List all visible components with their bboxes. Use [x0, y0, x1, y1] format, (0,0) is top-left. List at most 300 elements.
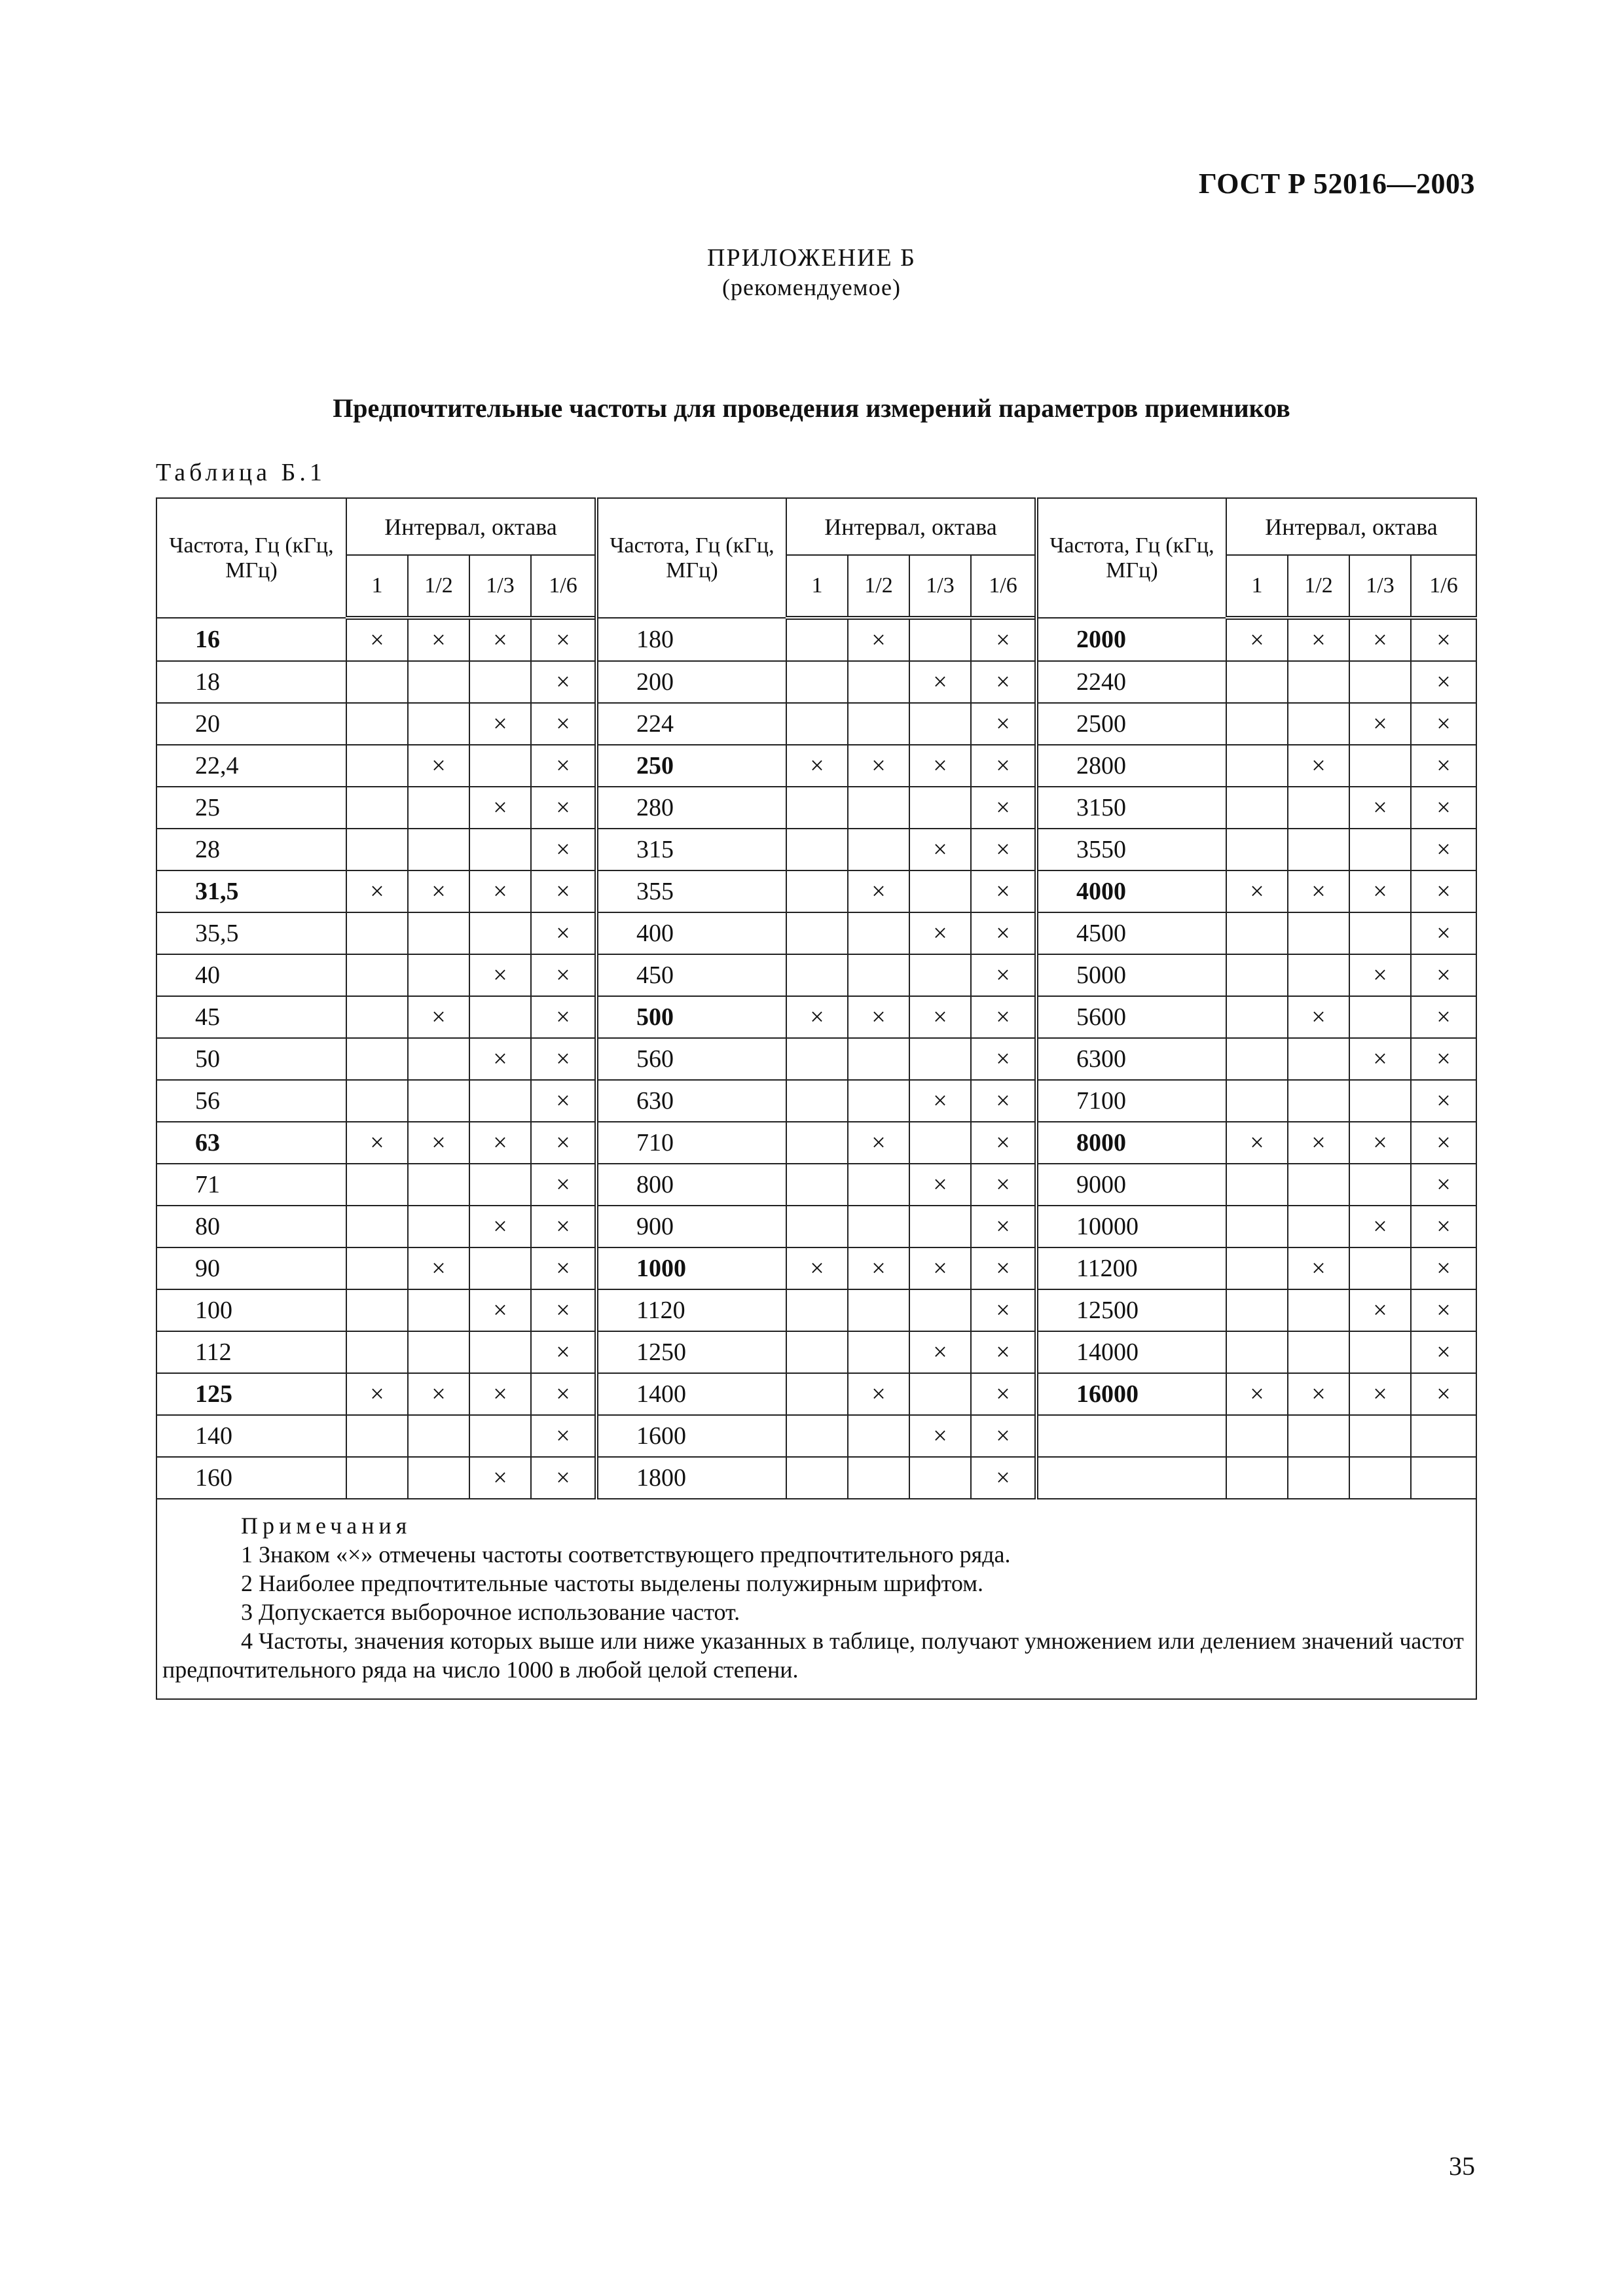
interval-mark-cell: × — [1411, 912, 1476, 954]
interval-mark-cell — [408, 912, 469, 954]
frequency-cell: 12500 — [1036, 1289, 1226, 1331]
frequency-cell: 45 — [156, 996, 346, 1038]
interval-1-2-header: 1/2 — [1288, 555, 1349, 618]
frequency-cell: 90 — [156, 1247, 346, 1289]
interval-mark-cell — [408, 1289, 469, 1331]
interval-mark-cell: × — [1288, 996, 1349, 1038]
interval-mark-cell: × — [971, 1373, 1036, 1415]
interval-mark-cell: × — [469, 1289, 531, 1331]
interval-mark-cell — [1288, 703, 1349, 745]
interval-mark-cell: × — [971, 703, 1036, 745]
interval-mark-cell: × — [1349, 954, 1411, 996]
frequency-cell: 8000 — [1036, 1122, 1226, 1164]
table-row — [156, 618, 1476, 661]
frequency-cell: 25 — [156, 787, 346, 829]
interval-mark-cell — [848, 661, 909, 703]
interval-mark-cell: × — [408, 1373, 469, 1415]
interval-mark-cell — [848, 829, 909, 870]
table-row — [156, 1289, 1476, 1331]
interval-mark-cell: × — [531, 1247, 596, 1289]
notes-heading: Примечания — [241, 1513, 412, 1539]
frequency-cell: 1600 — [596, 1415, 786, 1457]
interval-mark-cell: × — [531, 745, 596, 787]
interval-mark-cell: × — [971, 870, 1036, 912]
interval-mark-cell: × — [1226, 1373, 1288, 1415]
interval-mark-cell — [1288, 829, 1349, 870]
interval-mark-cell — [1226, 829, 1288, 870]
interval-mark-cell: × — [469, 1038, 531, 1080]
interval-mark-cell — [1349, 1331, 1411, 1373]
frequency-cell: 1800 — [596, 1457, 786, 1499]
table-row — [156, 1206, 1476, 1247]
interval-1-header: 1 — [786, 555, 848, 618]
interval-mark-cell — [346, 745, 408, 787]
interval-mark-cell — [786, 954, 848, 996]
interval-mark-cell: × — [971, 1415, 1036, 1457]
interval-mark-cell: × — [1411, 829, 1476, 870]
interval-mark-cell — [786, 1331, 848, 1373]
interval-mark-cell: × — [971, 912, 1036, 954]
interval-mark-cell: × — [1411, 787, 1476, 829]
interval-mark-cell: × — [1411, 1289, 1476, 1331]
interval-mark-cell — [1288, 787, 1349, 829]
interval-mark-cell: × — [1411, 954, 1476, 996]
interval-mark-cell: × — [1411, 1038, 1476, 1080]
table-row — [156, 1373, 1476, 1415]
interval-mark-cell: × — [1288, 745, 1349, 787]
interval-mark-cell: × — [1411, 1164, 1476, 1206]
interval-mark-cell — [1349, 912, 1411, 954]
interval-mark-cell: × — [971, 1331, 1036, 1373]
interval-mark-cell: × — [408, 618, 469, 661]
frequency-cell: 31,5 — [156, 870, 346, 912]
interval-mark-cell — [1226, 996, 1288, 1038]
interval-mark-cell — [786, 703, 848, 745]
interval-mark-cell — [1288, 661, 1349, 703]
interval-mark-cell: × — [531, 1038, 596, 1080]
table-row — [156, 912, 1476, 954]
frequency-cell: 800 — [596, 1164, 786, 1206]
interval-mark-cell: × — [1411, 870, 1476, 912]
interval-mark-cell — [848, 703, 909, 745]
interval-mark-cell — [469, 661, 531, 703]
interval-mark-cell — [786, 1206, 848, 1247]
interval-1-6-header: 1/6 — [1411, 555, 1476, 618]
interval-mark-cell — [848, 1289, 909, 1331]
interval-mark-cell — [1226, 1457, 1288, 1499]
interval-mark-cell — [848, 1415, 909, 1457]
interval-mark-cell — [469, 829, 531, 870]
interval-1-header: 1 — [1226, 555, 1288, 618]
table-row — [156, 745, 1476, 787]
interval-mark-cell: × — [408, 1247, 469, 1289]
interval-mark-cell: × — [1411, 1373, 1476, 1415]
interval-mark-cell: × — [531, 1122, 596, 1164]
interval-mark-cell: × — [848, 1373, 909, 1415]
interval-mark-cell: × — [909, 996, 971, 1038]
interval-1-3-header: 1/3 — [469, 555, 531, 618]
interval-mark-cell: × — [1288, 1122, 1349, 1164]
interval-mark-cell: × — [909, 1080, 971, 1122]
interval-mark-cell: × — [408, 1122, 469, 1164]
interval-mark-cell — [1226, 1038, 1288, 1080]
interval-mark-cell — [786, 870, 848, 912]
frequency-cell: 2240 — [1036, 661, 1226, 703]
interval-mark-cell: × — [971, 787, 1036, 829]
interval-mark-cell: × — [971, 1206, 1036, 1247]
frequency-cell: 180 — [596, 618, 786, 661]
interval-mark-cell — [909, 1122, 971, 1164]
interval-mark-cell: × — [1349, 618, 1411, 661]
interval-mark-cell: × — [1411, 618, 1476, 661]
interval-mark-cell: × — [531, 787, 596, 829]
interval-mark-cell: × — [971, 1247, 1036, 1289]
table-row — [156, 1122, 1476, 1164]
interval-mark-cell: × — [1411, 1247, 1476, 1289]
interval-1-3-header: 1/3 — [909, 555, 971, 618]
frequency-cell: 125 — [156, 1373, 346, 1415]
appendix-subtitle: (рекомендуемое) — [722, 274, 901, 300]
appendix-title: ПРИЛОЖЕНИЕ Б — [707, 244, 916, 272]
interval-mark-cell: × — [1349, 1289, 1411, 1331]
standard-code: ГОСТ Р 52016—2003 — [1198, 168, 1475, 200]
interval-mark-cell: × — [531, 870, 596, 912]
interval-mark-cell: × — [909, 829, 971, 870]
interval-mark-cell: × — [1349, 703, 1411, 745]
frequency-table — [156, 497, 1477, 1700]
interval-mark-cell: × — [1288, 1247, 1349, 1289]
interval-mark-cell: × — [408, 996, 469, 1038]
interval-mark-cell — [1226, 745, 1288, 787]
frequency-cell: 2500 — [1036, 703, 1226, 745]
interval-mark-cell: × — [408, 870, 469, 912]
interval-mark-cell — [786, 787, 848, 829]
interval-mark-cell: × — [469, 703, 531, 745]
frequency-cell: 500 — [596, 996, 786, 1038]
interval-mark-cell — [1411, 1415, 1476, 1457]
frequency-cell: 16000 — [1036, 1373, 1226, 1415]
interval-mark-cell — [408, 1206, 469, 1247]
interval-mark-cell — [1349, 1457, 1411, 1499]
interval-mark-cell — [786, 829, 848, 870]
interval-mark-cell: × — [786, 745, 848, 787]
note-item: 2 Наиболее предпочтительные частоты выделены полужирным шрифтом. — [241, 1570, 984, 1596]
interval-mark-cell — [408, 661, 469, 703]
interval-mark-cell: × — [909, 661, 971, 703]
interval-mark-cell — [909, 954, 971, 996]
frequency-cell — [1036, 1457, 1226, 1499]
interval-1-6-header: 1/6 — [531, 555, 596, 618]
table-row — [156, 661, 1476, 703]
interval-mark-cell — [346, 703, 408, 745]
interval-mark-cell — [1288, 1080, 1349, 1122]
frequency-cell: 40 — [156, 954, 346, 996]
interval-mark-cell — [909, 1206, 971, 1247]
table-row — [156, 1247, 1476, 1289]
frequency-cell: 35,5 — [156, 912, 346, 954]
interval-mark-cell — [848, 1331, 909, 1373]
frequency-cell: 5600 — [1036, 996, 1226, 1038]
interval-mark-cell — [1226, 1080, 1288, 1122]
interval-mark-cell: × — [531, 1206, 596, 1247]
interval-mark-cell: × — [531, 1331, 596, 1373]
interval-mark-cell — [1349, 1164, 1411, 1206]
interval-mark-cell — [848, 954, 909, 996]
interval-mark-cell — [469, 1080, 531, 1122]
interval-1-2-header: 1/2 — [408, 555, 469, 618]
frequency-cell: 280 — [596, 787, 786, 829]
interval-mark-cell: × — [1288, 618, 1349, 661]
interval-mark-cell — [346, 1038, 408, 1080]
interval-mark-cell: × — [1411, 745, 1476, 787]
interval-mark-cell — [346, 1080, 408, 1122]
interval-mark-cell — [1349, 661, 1411, 703]
interval-mark-cell — [408, 1038, 469, 1080]
interval-mark-cell: × — [909, 745, 971, 787]
interval-mark-cell: × — [848, 745, 909, 787]
interval-mark-cell: × — [1349, 787, 1411, 829]
interval-mark-cell: × — [1411, 661, 1476, 703]
interval-mark-cell: × — [971, 1080, 1036, 1122]
interval-mark-cell — [346, 1289, 408, 1331]
interval-mark-cell — [408, 1415, 469, 1457]
interval-mark-cell: × — [971, 1038, 1036, 1080]
frequency-cell: 100 — [156, 1289, 346, 1331]
interval-mark-cell — [1226, 912, 1288, 954]
interval-mark-cell: × — [469, 954, 531, 996]
interval-mark-cell — [1349, 996, 1411, 1038]
interval-mark-cell: × — [786, 1247, 848, 1289]
interval-mark-cell — [848, 1080, 909, 1122]
table-row — [156, 870, 1476, 912]
interval-mark-cell: × — [531, 618, 596, 661]
interval-mark-cell: × — [531, 954, 596, 996]
interval-mark-cell: × — [1411, 703, 1476, 745]
interval-mark-cell: × — [469, 618, 531, 661]
interval-mark-cell — [909, 618, 971, 661]
interval-mark-cell — [786, 618, 848, 661]
frequency-cell: 2000 — [1036, 618, 1226, 661]
interval-mark-cell: × — [1226, 618, 1288, 661]
frequency-cell: 1250 — [596, 1331, 786, 1373]
frequency-cell: 63 — [156, 1122, 346, 1164]
frequency-cell: 200 — [596, 661, 786, 703]
frequency-cell: 14000 — [1036, 1331, 1226, 1373]
interval-mark-cell — [1288, 1331, 1349, 1373]
interval-mark-cell — [848, 912, 909, 954]
interval-mark-cell: × — [469, 870, 531, 912]
interval-1-6-header: 1/6 — [971, 555, 1036, 618]
interval-mark-cell — [469, 996, 531, 1038]
interval-mark-cell — [1226, 1247, 1288, 1289]
interval-mark-cell — [346, 1457, 408, 1499]
interval-mark-cell: × — [1349, 870, 1411, 912]
interval-mark-cell — [848, 1457, 909, 1499]
interval-header: Интервал, октава — [1226, 498, 1476, 555]
interval-mark-cell — [1226, 703, 1288, 745]
frequency-cell: 112 — [156, 1331, 346, 1373]
frequency-cell: 630 — [596, 1080, 786, 1122]
table-label: Таблица Б.1 — [156, 459, 326, 486]
frequency-cell: 3550 — [1036, 829, 1226, 870]
interval-mark-cell — [1288, 1038, 1349, 1080]
table-row — [156, 787, 1476, 829]
interval-header: Интервал, октава — [346, 498, 596, 555]
frequency-cell: 224 — [596, 703, 786, 745]
interval-mark-cell: × — [346, 1122, 408, 1164]
interval-mark-cell — [786, 1038, 848, 1080]
interval-mark-cell — [346, 1247, 408, 1289]
table-row — [156, 829, 1476, 870]
frequency-cell: 400 — [596, 912, 786, 954]
frequency-cell: 18 — [156, 661, 346, 703]
interval-mark-cell: × — [848, 996, 909, 1038]
interval-mark-cell: × — [531, 1373, 596, 1415]
frequency-cell — [1036, 1415, 1226, 1457]
frequency-cell: 315 — [596, 829, 786, 870]
interval-mark-cell — [346, 1164, 408, 1206]
interval-mark-cell — [1288, 1206, 1349, 1247]
frequency-table-body — [156, 618, 1476, 1499]
frequency-cell: 71 — [156, 1164, 346, 1206]
frequency-cell: 28 — [156, 829, 346, 870]
interval-mark-cell: × — [848, 618, 909, 661]
table-row — [156, 703, 1476, 745]
interval-mark-cell — [1226, 661, 1288, 703]
frequency-cell: 7100 — [1036, 1080, 1226, 1122]
interval-mark-cell — [909, 787, 971, 829]
frequency-cell: 20 — [156, 703, 346, 745]
interval-mark-cell: × — [469, 1373, 531, 1415]
frequency-table-container — [156, 497, 1476, 1700]
interval-mark-cell — [408, 787, 469, 829]
frequency-cell: 9000 — [1036, 1164, 1226, 1206]
interval-mark-cell: × — [531, 703, 596, 745]
interval-mark-cell — [1226, 1415, 1288, 1457]
interval-mark-cell — [786, 1080, 848, 1122]
interval-mark-cell: × — [346, 870, 408, 912]
interval-mark-cell — [786, 661, 848, 703]
table-row — [156, 1331, 1476, 1373]
interval-mark-cell: × — [1349, 1373, 1411, 1415]
interval-mark-cell: × — [531, 1415, 596, 1457]
interval-mark-cell — [1349, 829, 1411, 870]
interval-mark-cell — [408, 1457, 469, 1499]
interval-mark-cell — [346, 787, 408, 829]
interval-mark-cell — [909, 870, 971, 912]
interval-mark-cell — [1226, 1164, 1288, 1206]
interval-mark-cell — [848, 787, 909, 829]
interval-mark-cell: × — [971, 1164, 1036, 1206]
interval-header: Интервал, октава — [786, 498, 1036, 555]
interval-mark-cell — [1226, 787, 1288, 829]
table-row — [156, 1038, 1476, 1080]
interval-mark-cell: × — [408, 745, 469, 787]
interval-mark-cell — [909, 1373, 971, 1415]
interval-mark-cell — [1226, 954, 1288, 996]
interval-mark-cell — [469, 1415, 531, 1457]
frequency-cell: 560 — [596, 1038, 786, 1080]
interval-mark-cell: × — [531, 912, 596, 954]
interval-mark-cell — [1349, 1247, 1411, 1289]
interval-mark-cell — [1226, 1206, 1288, 1247]
interval-mark-cell — [909, 703, 971, 745]
frequency-cell: 710 — [596, 1122, 786, 1164]
interval-mark-cell: × — [1288, 870, 1349, 912]
interval-mark-cell: × — [909, 1331, 971, 1373]
page-number: 35 — [1449, 2151, 1475, 2181]
frequency-cell: 3150 — [1036, 787, 1226, 829]
interval-mark-cell — [346, 1331, 408, 1373]
note-item: 3 Допускается выборочное использование частот. — [241, 1599, 740, 1625]
interval-mark-cell: × — [971, 829, 1036, 870]
interval-mark-cell: × — [971, 1457, 1036, 1499]
table-row — [156, 996, 1476, 1038]
interval-mark-cell — [848, 1206, 909, 1247]
frequency-cell: 1400 — [596, 1373, 786, 1415]
interval-mark-cell — [909, 1289, 971, 1331]
frequency-cell: 1000 — [596, 1247, 786, 1289]
interval-mark-cell — [848, 1164, 909, 1206]
interval-mark-cell: × — [531, 1457, 596, 1499]
frequency-cell: 250 — [596, 745, 786, 787]
interval-mark-cell — [786, 912, 848, 954]
interval-mark-cell — [469, 1164, 531, 1206]
frequency-cell: 2800 — [1036, 745, 1226, 787]
interval-mark-cell — [1349, 1415, 1411, 1457]
table-row — [156, 1164, 1476, 1206]
interval-mark-cell: × — [1411, 1331, 1476, 1373]
interval-mark-cell: × — [909, 1415, 971, 1457]
interval-mark-cell — [786, 1457, 848, 1499]
interval-mark-cell — [469, 1247, 531, 1289]
interval-mark-cell: × — [1226, 870, 1288, 912]
interval-mark-cell — [408, 954, 469, 996]
frequency-cell: 4000 — [1036, 870, 1226, 912]
interval-mark-cell: × — [469, 1457, 531, 1499]
interval-mark-cell — [408, 703, 469, 745]
table-row — [156, 954, 1476, 996]
frequency-header: Частота, Гц (кГц, МГц) — [1036, 498, 1226, 618]
interval-mark-cell: × — [1226, 1122, 1288, 1164]
interval-mark-cell: × — [531, 829, 596, 870]
interval-mark-cell — [909, 1457, 971, 1499]
interval-1-2-header: 1/2 — [848, 555, 909, 618]
note-item: 4 Частоты, значения которых выше или ниже указанных в таблице, получают умножением или делением значений частот предпочтительного ряда на число 1000 в любой целой степени. — [162, 1628, 1464, 1683]
interval-mark-cell — [346, 996, 408, 1038]
interval-mark-cell: × — [469, 787, 531, 829]
frequency-cell: 16 — [156, 618, 346, 661]
interval-mark-cell: × — [971, 1122, 1036, 1164]
table-row — [156, 1415, 1476, 1457]
interval-mark-cell: × — [346, 1373, 408, 1415]
interval-mark-cell — [1226, 1289, 1288, 1331]
interval-mark-cell: × — [1288, 1373, 1349, 1415]
interval-mark-cell — [408, 1164, 469, 1206]
interval-mark-cell: × — [848, 870, 909, 912]
interval-mark-cell — [786, 1289, 848, 1331]
interval-mark-cell: × — [531, 661, 596, 703]
interval-mark-cell: × — [346, 618, 408, 661]
frequency-cell: 6300 — [1036, 1038, 1226, 1080]
interval-mark-cell: × — [848, 1247, 909, 1289]
interval-1-header: 1 — [346, 555, 408, 618]
interval-mark-cell — [1226, 1331, 1288, 1373]
interval-mark-cell: × — [909, 1247, 971, 1289]
page-title: Предпочтительные частоты для проведения измерений параметров приемников — [333, 393, 1290, 423]
interval-mark-cell — [408, 829, 469, 870]
frequency-cell: 1120 — [596, 1289, 786, 1331]
